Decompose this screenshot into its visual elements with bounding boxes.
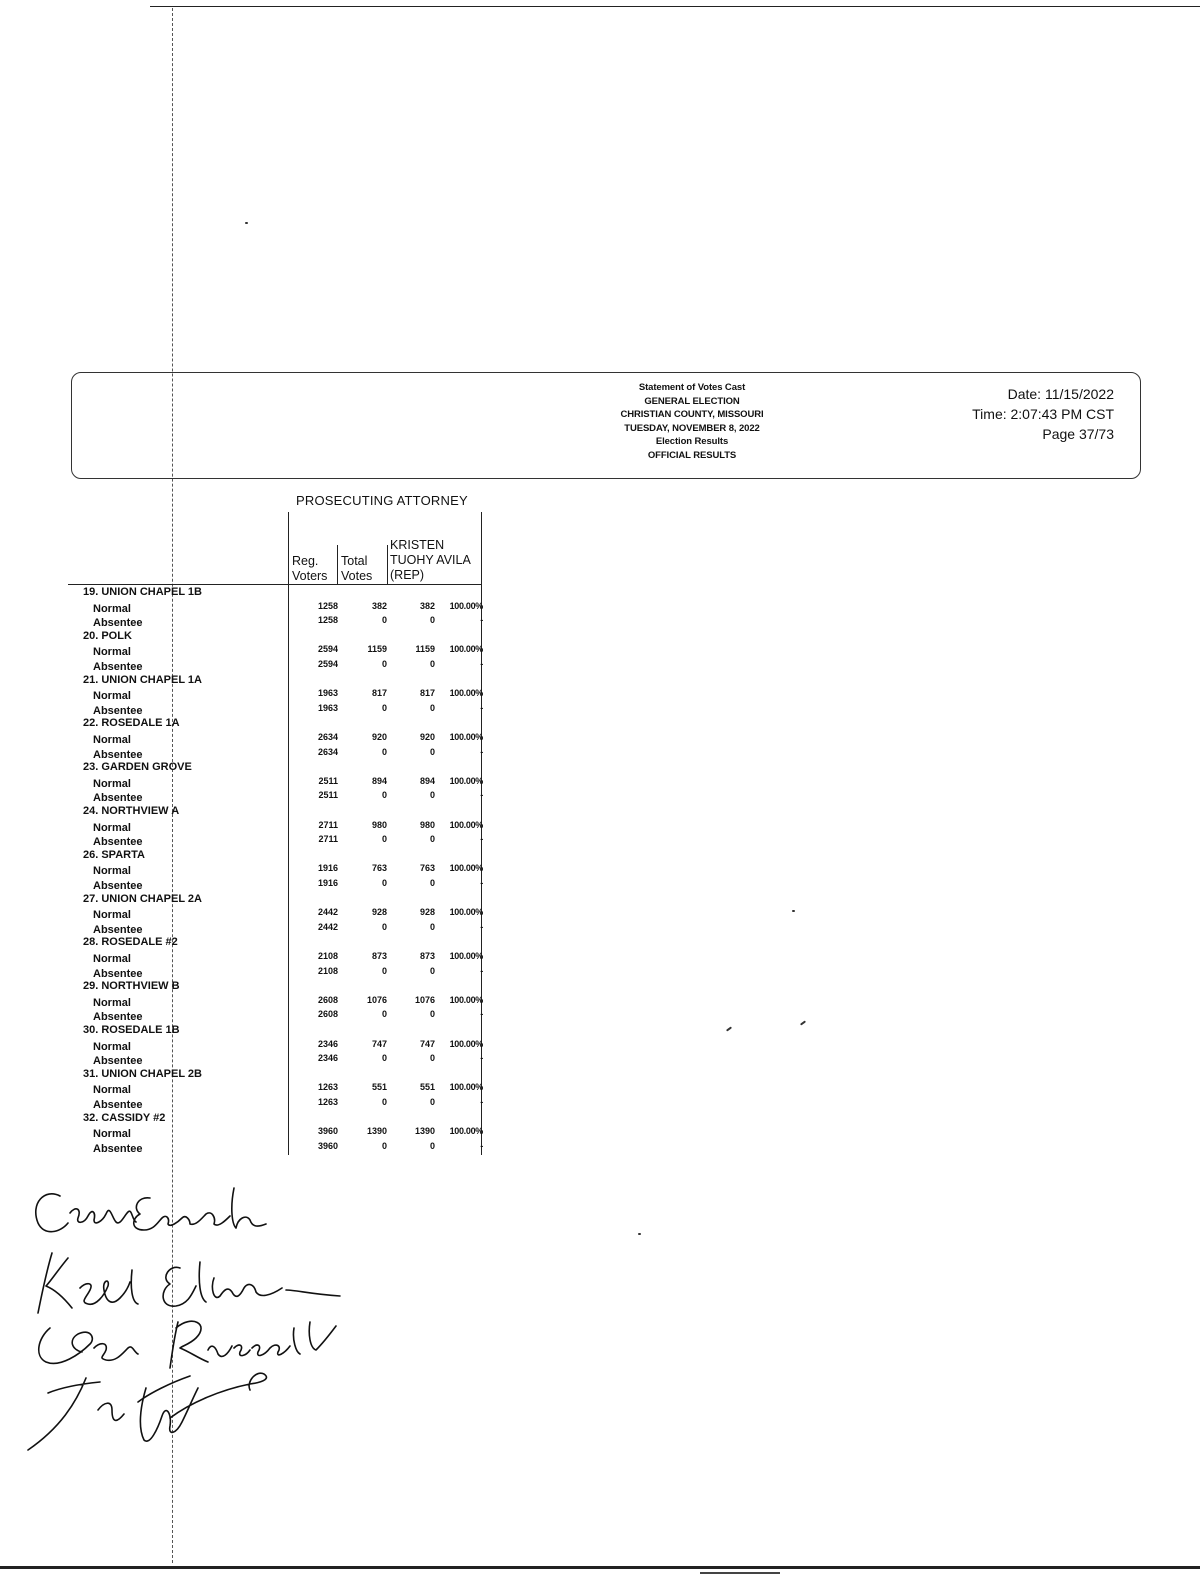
table-row	[0, 790, 500, 804]
scan-speck	[638, 1233, 641, 1235]
candidate-percent-cell: -	[480, 1140, 483, 1151]
col-head-total-votes	[341, 554, 372, 584]
vote-type-label: Absentee	[93, 748, 143, 761]
table-row	[0, 688, 500, 702]
vote-type-label: Absentee	[93, 792, 143, 805]
total-votes-cell: 0	[381, 878, 387, 888]
precinct-name: 24. NORTHVIEW A	[83, 805, 180, 817]
report-header	[71, 372, 1141, 479]
precinct-name: 28. ROSEDALE #2	[83, 936, 178, 949]
candidate-votes-cell: 0	[429, 1009, 435, 1020]
table-row	[0, 644, 500, 658]
candidate-percent-cell: -	[480, 615, 483, 626]
candidate-votes-cell: 980	[419, 819, 435, 830]
candidate-votes-cell: 0	[429, 746, 435, 757]
col-head-reg-voters	[292, 554, 327, 584]
vote-type-label: Absentee	[93, 967, 143, 980]
precinct-name: 21. UNION CHAPEL 1A	[83, 673, 202, 686]
candidate-votes-cell: 0	[429, 702, 435, 713]
precinct-name: 30. ROSEDALE 1B	[83, 1024, 180, 1036]
reg-voters-cell: 3960	[317, 1126, 338, 1137]
total-votes-cell: 928	[371, 907, 387, 918]
scan-speck	[800, 1020, 806, 1025]
candidate-votes-cell: 0	[429, 878, 435, 888]
candidate-votes-cell: 0	[429, 790, 435, 801]
reg-voters-cell: 2442	[317, 921, 338, 932]
candidate-percent-cell: -	[480, 1097, 483, 1107]
precinct-row	[0, 761, 500, 775]
scan-speck	[726, 1026, 732, 1031]
reg-voters-cell: 1963	[317, 688, 338, 699]
col-head-line: KRISTEN	[390, 538, 445, 552]
reg-voters-cell: 2634	[317, 732, 338, 742]
total-votes-cell: 0	[381, 790, 387, 801]
precinct-row	[0, 805, 500, 819]
vote-type-label: Absentee	[93, 1055, 143, 1068]
candidate-percent-cell: 100.00%	[449, 819, 483, 830]
precinct-row	[0, 1112, 500, 1126]
total-votes-cell: 1159	[367, 644, 387, 655]
table-row	[0, 951, 500, 965]
vote-type-label: Absentee	[93, 704, 143, 717]
precinct-name: 32. CASSIDY #2	[83, 1111, 166, 1124]
vote-type-label: Absentee	[93, 1011, 143, 1024]
candidate-votes-cell: 894	[419, 775, 435, 786]
header-line: Election Results	[655, 436, 729, 448]
table-row	[0, 995, 500, 1009]
table-row	[0, 922, 500, 936]
precinct-name: 20. POLK	[83, 629, 132, 642]
reg-voters-cell: 2108	[317, 965, 338, 976]
vote-type-label: Normal	[93, 1084, 131, 1097]
candidate-percent-cell: 100.00%	[449, 732, 483, 742]
reg-voters-cell: 2594	[317, 644, 338, 655]
total-votes-cell: 0	[381, 659, 387, 669]
reg-voters-cell: 1263	[317, 1082, 338, 1093]
vote-type-label: Absentee	[93, 880, 143, 892]
report-meta	[972, 384, 1114, 444]
table-row	[0, 747, 500, 761]
total-votes-cell: 873	[371, 951, 387, 961]
candidate-percent-cell: 100.00%	[449, 1082, 483, 1093]
header-rule	[68, 584, 482, 585]
total-votes-cell: 382	[371, 600, 387, 611]
signature-block	[20, 1178, 380, 1463]
total-votes-cell: 1390	[366, 1126, 387, 1137]
candidate-votes-cell: 0	[429, 1140, 435, 1151]
col-head-line: Reg.	[292, 554, 319, 568]
table-row	[0, 732, 500, 746]
table-row	[0, 776, 500, 790]
total-votes-cell: 551	[371, 1082, 387, 1093]
header-line: OFFICIAL RESULTS	[647, 449, 737, 461]
report-date: Date: 11/15/2022	[1007, 386, 1114, 402]
candidate-percent-cell: -	[480, 790, 483, 801]
candidate-percent-cell: -	[480, 659, 483, 669]
vote-type-label: Normal	[93, 602, 131, 615]
total-votes-cell: 0	[381, 834, 387, 845]
signature-4	[28, 1373, 266, 1450]
table-row	[0, 615, 500, 629]
col-head-line: Total	[341, 554, 368, 568]
reg-voters-cell: 2594	[317, 659, 338, 669]
total-votes-cell: 0	[381, 746, 387, 757]
precinct-row	[0, 849, 500, 863]
candidate-votes-cell: 873	[419, 951, 435, 961]
total-votes-cell: 920	[371, 732, 387, 742]
vote-type-label: Absentee	[93, 836, 143, 849]
table-row	[0, 1082, 500, 1096]
precinct-row	[0, 630, 500, 644]
candidate-percent-cell: 100.00%	[449, 644, 483, 655]
vote-type-label: Normal	[93, 909, 131, 922]
precinct-row	[0, 1068, 500, 1082]
total-votes-cell: 980	[371, 819, 387, 830]
reg-voters-cell: 2511	[318, 790, 338, 801]
reg-voters-cell: 2711	[318, 834, 338, 845]
vote-type-label: Normal	[93, 646, 131, 659]
total-votes-cell: 1076	[366, 994, 387, 1005]
signature-2	[38, 1253, 340, 1313]
col-head-line: (REP)	[390, 568, 425, 582]
reg-voters-cell: 2442	[317, 907, 338, 918]
precinct-name: 29. NORTHVIEW B	[83, 980, 180, 993]
candidate-percent-cell: 100.00%	[449, 688, 483, 699]
reg-voters-cell: 2511	[318, 775, 338, 786]
candidate-votes-cell: 551	[419, 1082, 435, 1093]
vote-type-label: Normal	[93, 1128, 131, 1141]
vote-type-label: Normal	[93, 996, 131, 1009]
candidate-votes-cell: 0	[429, 1053, 435, 1064]
reg-voters-cell: 1258	[317, 600, 338, 611]
precinct-row	[0, 586, 500, 600]
scan-speck	[792, 910, 795, 912]
vote-type-label: Absentee	[93, 661, 143, 673]
report-title-block	[492, 381, 892, 463]
candidate-votes-cell: 382	[419, 600, 435, 611]
candidate-votes-cell: 0	[429, 834, 435, 845]
precinct-name: 31. UNION CHAPEL 2B	[83, 1067, 202, 1080]
total-votes-cell: 817	[371, 688, 387, 699]
candidate-percent-cell: 100.00%	[449, 600, 483, 611]
table-row	[0, 834, 500, 848]
column-divider	[387, 545, 388, 584]
candidate-votes-cell: 817	[419, 688, 435, 699]
precinct-name: 22. ROSEDALE 1A	[83, 717, 180, 730]
table-row	[0, 1097, 500, 1111]
total-votes-cell: 0	[381, 1009, 387, 1020]
report-time: Time: 2:07:43 PM CST	[972, 406, 1114, 422]
header-line: TUESDAY, NOVEMBER 8, 2022	[624, 422, 760, 434]
candidate-percent-cell: -	[480, 1053, 483, 1064]
table-row	[0, 703, 500, 717]
precinct-row	[0, 1024, 500, 1038]
candidate-votes-cell: 747	[419, 1038, 435, 1049]
col-head-line: TUOHY AVILA	[390, 553, 471, 567]
col-head-line: Voters	[292, 569, 328, 583]
precinct-row	[0, 893, 500, 907]
table-row	[0, 907, 500, 921]
header-line: Statement of Votes Cast	[638, 382, 746, 393]
reg-voters-cell: 2346	[317, 1053, 338, 1064]
reg-voters-cell: 2711	[318, 819, 338, 830]
candidate-votes-cell: 0	[429, 659, 435, 669]
header-line: GENERAL ELECTION	[644, 395, 740, 407]
candidate-percent-cell: 100.00%	[449, 994, 483, 1005]
candidate-percent-cell: -	[480, 878, 483, 888]
precinct-row	[0, 936, 500, 950]
reg-voters-cell: 2608	[317, 1009, 338, 1020]
precinct-name: 27. UNION CHAPEL 2A	[83, 892, 202, 905]
candidate-percent-cell: -	[480, 1009, 483, 1020]
scan-bottom-mark	[700, 1572, 780, 1574]
vote-type-label: Absentee	[93, 1142, 143, 1155]
table-row	[0, 659, 500, 673]
total-votes-cell: 0	[381, 702, 387, 713]
candidate-percent-cell: 100.00%	[449, 907, 483, 918]
total-votes-cell: 0	[381, 1140, 387, 1151]
total-votes-cell: 0	[381, 921, 387, 932]
candidate-percent-cell: 100.00%	[449, 775, 483, 786]
vote-type-label: Normal	[93, 953, 131, 965]
scan-top-rule	[150, 6, 1200, 7]
header-line: CHRISTIAN COUNTY, MISSOURI	[620, 409, 764, 421]
table-row	[0, 1053, 500, 1067]
reg-voters-cell: 1258	[317, 615, 338, 626]
total-votes-cell: 0	[381, 615, 387, 626]
total-votes-cell: 763	[371, 863, 387, 874]
candidate-votes-cell: 1159	[415, 644, 435, 655]
table-row	[0, 1039, 500, 1053]
reg-voters-cell: 2346	[317, 1038, 338, 1049]
vote-type-label: Normal	[93, 1040, 131, 1053]
table-row	[0, 1126, 500, 1140]
page-number: Page 37/73	[1042, 426, 1114, 442]
total-votes-cell: 894	[371, 775, 387, 786]
vote-type-label: Absentee	[93, 617, 143, 630]
scan-bottom-rule	[0, 1566, 1200, 1569]
table-row	[0, 601, 500, 615]
table-row	[0, 966, 500, 980]
table-row	[0, 863, 500, 877]
reg-voters-cell: 2608	[317, 994, 338, 1005]
candidate-votes-cell: 920	[419, 732, 435, 742]
candidate-votes-cell: 0	[429, 965, 435, 976]
candidate-percent-cell: 100.00%	[449, 1038, 483, 1049]
precinct-row	[0, 980, 500, 994]
scan-speck	[245, 222, 248, 224]
reg-voters-cell: 2634	[317, 746, 338, 757]
candidate-votes-cell: 0	[429, 615, 435, 626]
candidate-percent-cell: 100.00%	[449, 863, 483, 874]
col-head-candidate	[390, 538, 471, 583]
table-row	[0, 878, 500, 892]
signature-1	[36, 1188, 266, 1232]
candidate-percent-cell: -	[480, 702, 483, 713]
precinct-name: 26. SPARTA	[83, 848, 145, 861]
total-votes-cell: 0	[381, 1097, 387, 1107]
reg-voters-cell: 1916	[317, 863, 338, 874]
candidate-percent-cell: 100.00%	[449, 1126, 483, 1137]
reg-voters-cell: 3960	[317, 1140, 338, 1151]
total-votes-cell: 0	[381, 965, 387, 976]
precinct-name: 19. UNION CHAPEL 1B	[83, 586, 202, 598]
precinct-row	[0, 717, 500, 731]
candidate-votes-cell: 763	[419, 863, 435, 874]
candidate-percent-cell: -	[480, 746, 483, 757]
col-head-line: Votes	[341, 569, 373, 583]
table-row	[0, 1141, 500, 1155]
vote-type-label: Normal	[93, 777, 131, 790]
vote-type-label: Normal	[93, 821, 131, 834]
contest-title: PROSECUTING ATTORNEY	[296, 493, 468, 508]
vote-type-label: Normal	[93, 690, 131, 703]
signature-3	[39, 1321, 336, 1368]
candidate-percent-cell: -	[480, 834, 483, 845]
candidate-percent-cell: -	[480, 921, 483, 932]
precinct-row	[0, 674, 500, 688]
precinct-name: 23. GARDEN GROVE	[83, 761, 192, 774]
table-row	[0, 1009, 500, 1023]
reg-voters-cell: 1263	[317, 1097, 338, 1107]
total-votes-cell: 0	[381, 1053, 387, 1064]
vote-type-label: Absentee	[93, 923, 143, 936]
vote-type-label: Normal	[93, 865, 131, 878]
reg-voters-cell: 1963	[317, 702, 338, 713]
candidate-votes-cell: 1390	[414, 1126, 435, 1137]
vote-type-label: Normal	[93, 734, 131, 746]
total-votes-cell: 747	[371, 1038, 387, 1049]
column-divider	[337, 545, 338, 584]
candidate-percent-cell: 100.00%	[449, 951, 483, 961]
vote-type-label: Absentee	[93, 1099, 143, 1111]
reg-voters-cell: 1916	[317, 878, 338, 888]
table-row	[0, 820, 500, 834]
candidate-percent-cell: -	[480, 965, 483, 976]
candidate-votes-cell: 0	[429, 921, 435, 932]
candidate-votes-cell: 0	[429, 1097, 435, 1107]
candidate-votes-cell: 928	[419, 907, 435, 918]
reg-voters-cell: 2108	[317, 951, 338, 961]
candidate-votes-cell: 1076	[414, 994, 435, 1005]
